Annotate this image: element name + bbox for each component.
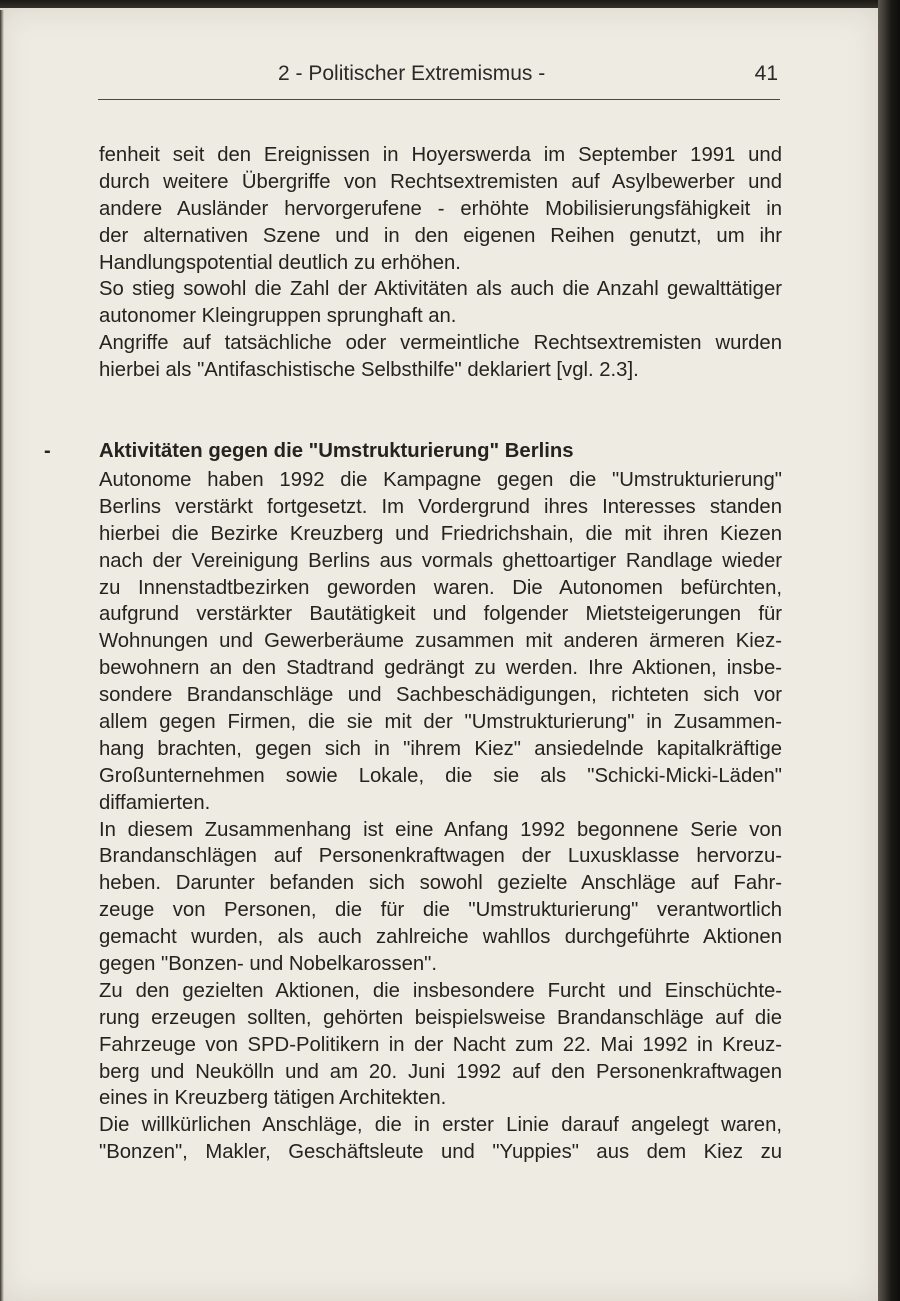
text-line: heben. Darunter befanden sich sowohl gezielte Anschläge auf Fahr- [99, 872, 782, 895]
text-line: Handlungspotential deutlich zu erhöhen. [99, 251, 461, 274]
text-line: Die willkürlichen Anschläge, die in erster Linie darauf angelegt waren, [99, 1114, 782, 1137]
header-rule [98, 99, 780, 100]
text-line: zu Innenstadtbezirken geworden waren. Die Autonomen befürchten, [99, 576, 782, 599]
text-line: bewohnern an den Stadtrand gedrängt zu werden. Ihre Aktionen, insbe- [99, 657, 782, 680]
text-line: diffamierten. [99, 791, 211, 814]
text-line: allem gegen Firmen, die sie mit der "Umstrukturierung" in Zusammen- [99, 711, 782, 734]
text-line: durch weitere Übergriffe von Rechtsextremisten auf Asylbewerber und [99, 170, 782, 193]
text-line: fenheit seit den Ereignissen in Hoyerswerda im September 1991 und [99, 144, 782, 166]
running-header [98, 58, 780, 92]
text-line: Wohnungen und Gewerberäume zusammen mit anderen ärmeren Kiez- [99, 630, 782, 653]
text-line: In diesem Zusammenhang ist eine Anfang 1992 begonnene Serie von [99, 818, 782, 841]
text-line: gemacht wurden, als auch zahlreiche wahllos durchgeführte Aktionen [99, 926, 782, 949]
text-line: Brandanschlägen auf Personenkraftwagen der Luxusklasse hervorzu- [99, 845, 782, 868]
text-line: berg und Neukölln und am 20. Juni 1992 auf den Personenkraftwagen [99, 1060, 782, 1083]
section-heading: Aktivitäten gegen die "Umstrukturierung" Berlins [99, 440, 574, 462]
text-line: andere Ausländer hervorgerufene - erhöhte Mobilisierungsfähigkeit in [99, 197, 782, 220]
section-bullet: - [44, 440, 51, 462]
text-line: der alternativen Szene und in den eigenen Reihen genutzt, um ihr [99, 224, 782, 247]
text-line: hierbei die Bezirke Kreuzberg und Friedrichshain, die mit ihren Kiezen [99, 522, 782, 545]
text-line: hierbei als "Antifaschistische Selbsthilfe" deklariert [vgl. 2.3]. [99, 359, 639, 382]
text-line: So stieg sowohl die Zahl der Aktivitäten als auch die Anzahl gewalttätiger [99, 278, 782, 301]
book-spine [878, 0, 900, 1301]
text-line: Angriffe auf tatsächliche oder vermeintliche Rechtsextremisten wurden [99, 332, 782, 355]
text-line: "Bonzen", Makler, Geschäftsleute und "Yuppies" aus dem Kiez zu [99, 1141, 782, 1164]
text-line: Fahrzeuge von SPD-Politikern in der Nacht zum 22. Mai 1992 in Kreuz- [99, 1033, 782, 1056]
page-number: 41 [754, 62, 778, 85]
text-line: zeuge von Personen, die für die "Umstrukturierung" verantwortlich [99, 899, 782, 922]
chapter-title: 2 - Politischer Extremismus - [278, 62, 546, 85]
text-line: aufgrund verstärkter Bautätigkeit und folgender Mietsteigerungen für [99, 603, 782, 626]
section-body [99, 467, 782, 1166]
text-line: Autonome haben 1992 die Kampagne gegen die "Umstrukturierung" [99, 469, 782, 491]
text-line: hang brachten, gegen sich in "ihrem Kiez" ansiedelnde kapitalkräftige [99, 737, 782, 760]
text-line: nach der Vereinigung Berlins aus vormals ghettoartiger Randlage wieder [99, 549, 782, 572]
text-line: eines in Kreuzberg tätigen Architekten. [99, 1087, 447, 1110]
text-line: sondere Brandanschläge und Sachbeschädigungen, richteten sich vor [99, 684, 782, 707]
text-line: rung erzeugen sollten, gehörten beispielsweise Brandanschläge auf die [99, 1006, 782, 1029]
page-left-edge [0, 10, 4, 1301]
text-line: Großunternehmen sowie Lokale, die sie als "Schicki-Micki-Läden" [99, 764, 782, 787]
text-line: gegen "Bonzen- und Nobelkarossen". [99, 953, 437, 976]
text-line: Berlins verstärkt fortgesetzt. Im Vordergrund ihres Interesses standen [99, 495, 782, 518]
text-line: autonomer Kleingruppen sprunghaft an. [99, 305, 457, 328]
paragraph-intro [99, 142, 782, 384]
text-line: Zu den gezielten Aktionen, die insbesondere Furcht und Einschüchte- [99, 979, 782, 1002]
